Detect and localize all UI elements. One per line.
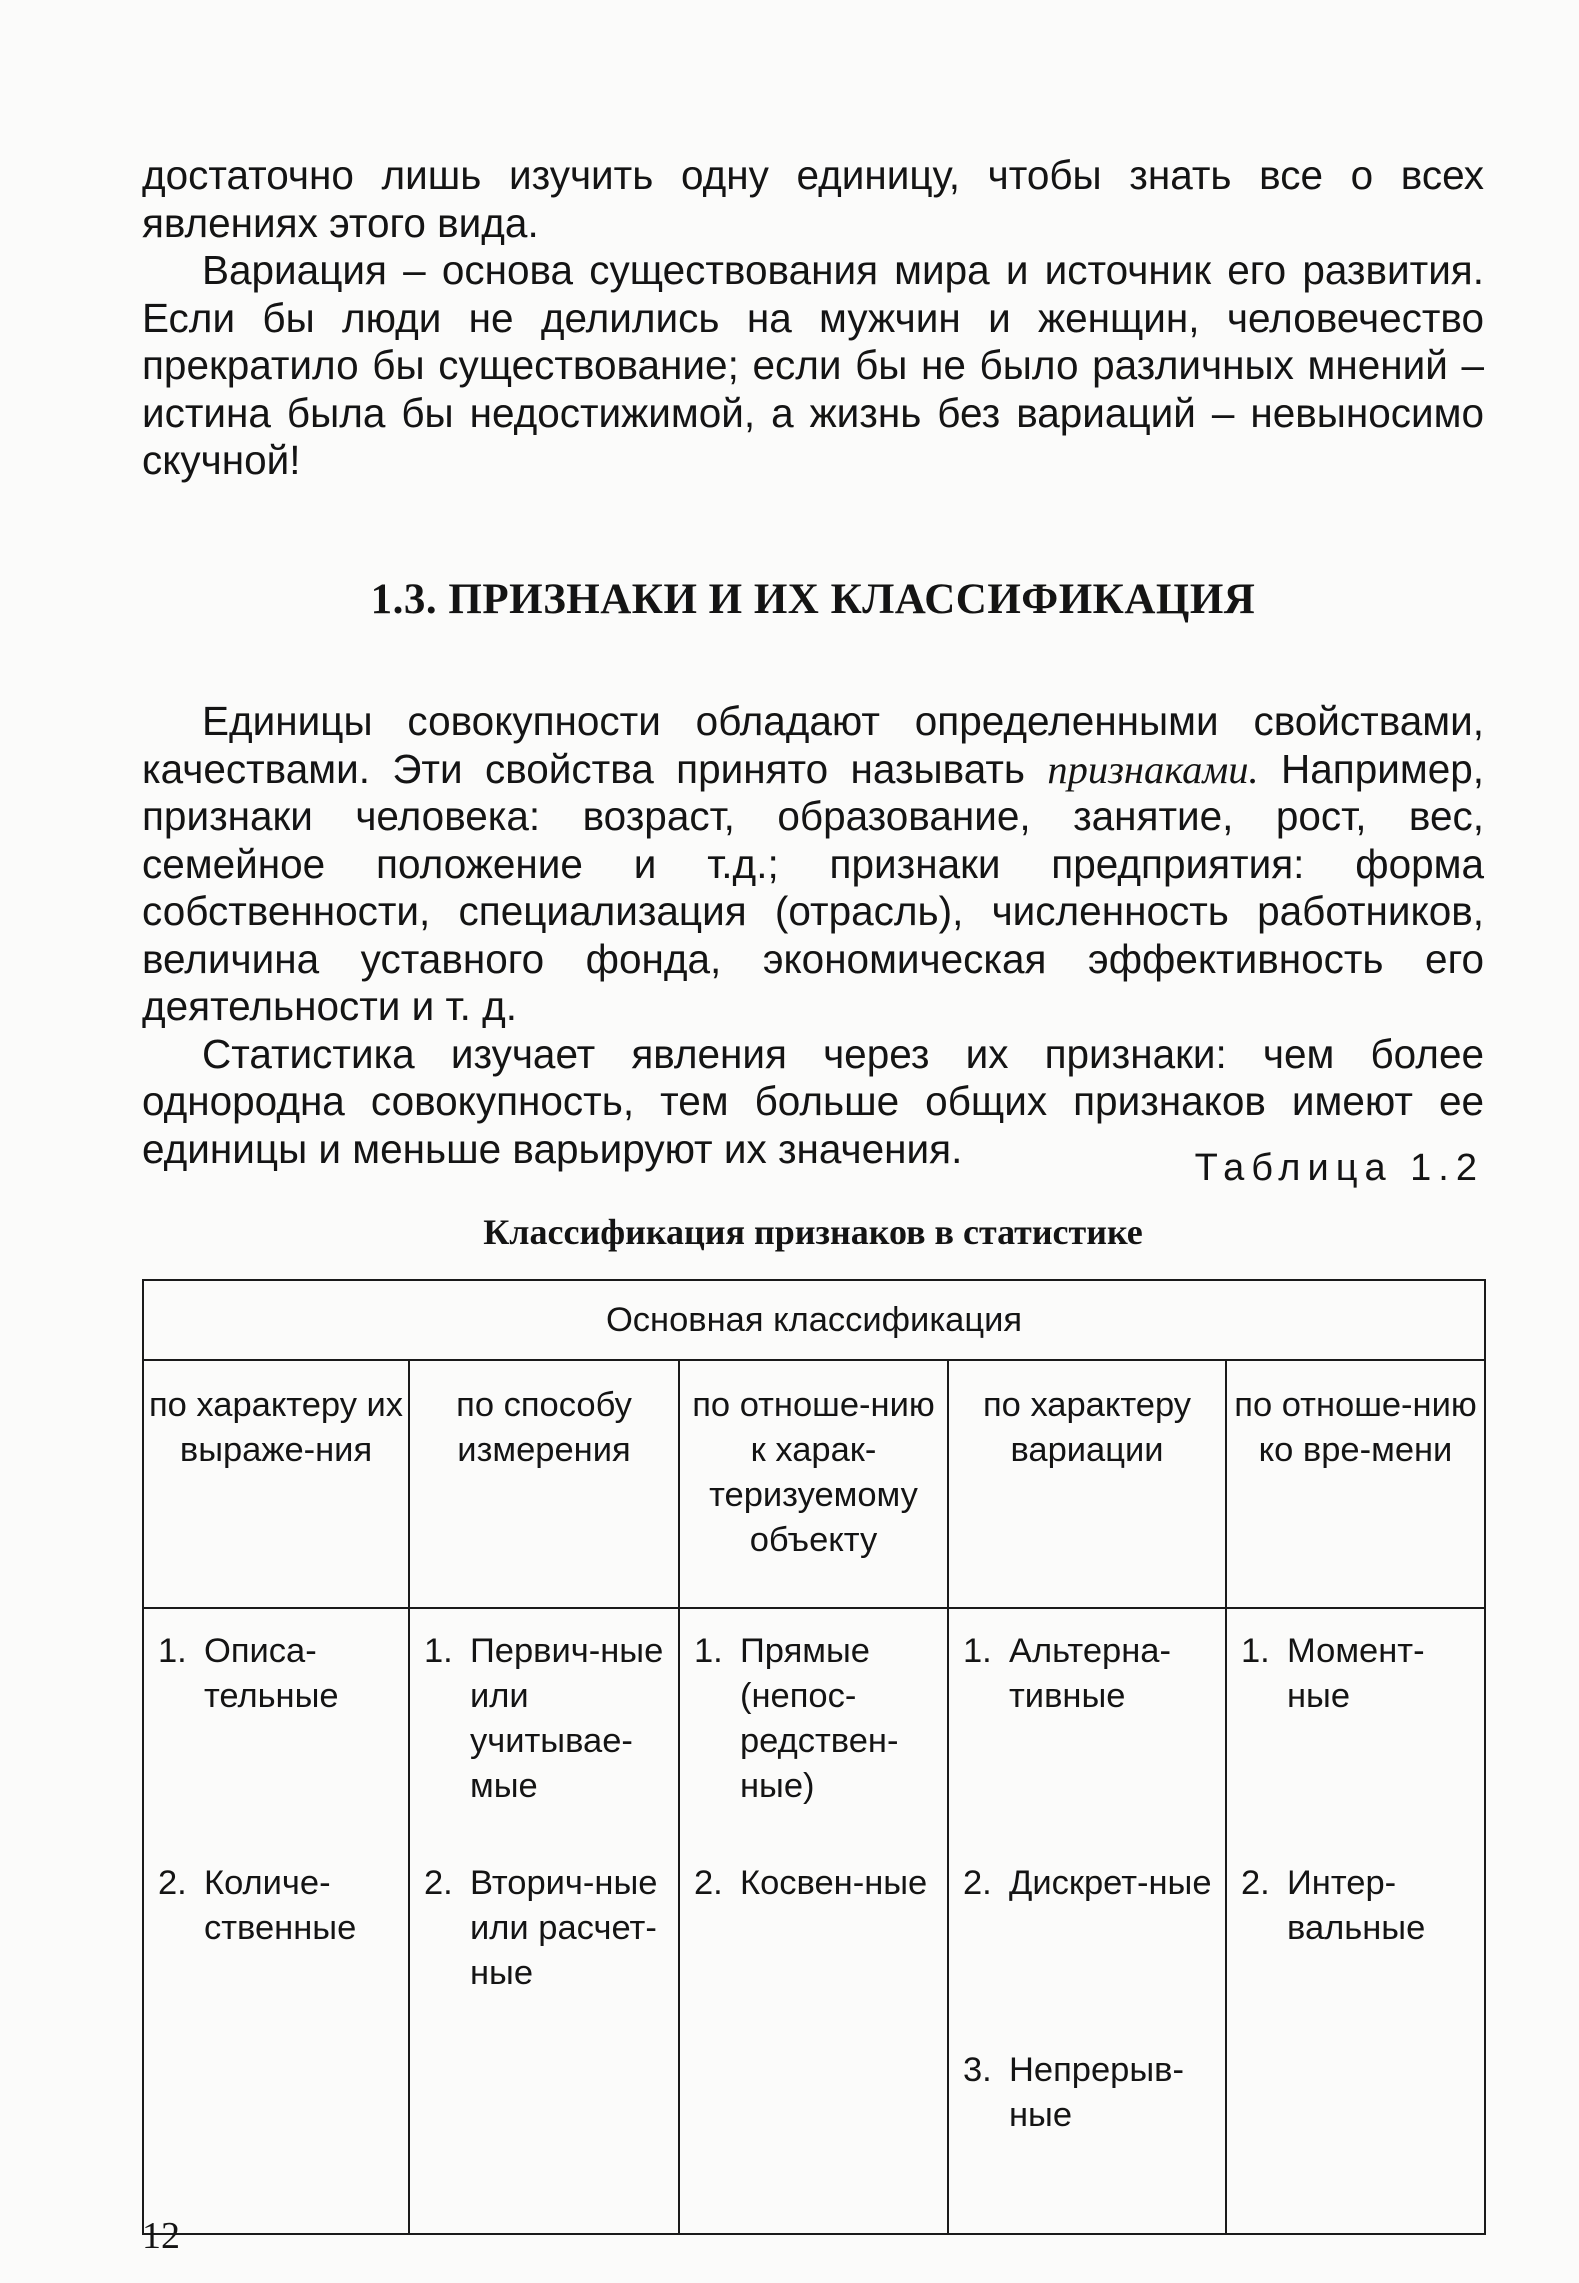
- item-text: Описа-тельные: [204, 1632, 339, 1715]
- section-heading: 1.3. ПРИЗНАКИ И ИХ КЛАССИФИКАЦИЯ: [370, 576, 1256, 623]
- list-item: [963, 1861, 1219, 1906]
- paragraph-3-before: Единицы совокупности обладают определенными свойствами, качествами. Эти свойства принято называть: [142, 698, 1484, 792]
- list-item: [963, 2048, 1219, 2138]
- item-text: Количе-ственные: [204, 1864, 357, 1947]
- paragraph-3: [142, 698, 1484, 1031]
- paragraph-4: Статистика изучает явления через их признаки: чем более однородна совокупность, тем больше общих признаков имеют ее единицы и меньше варьируют их значения.: [142, 1030, 1484, 1172]
- main-header: Основная классификация: [143, 1280, 1485, 1360]
- column-header: по отноше-нию к харак-теризуемому объекту: [679, 1360, 948, 1608]
- column-header: по способу измерения: [409, 1360, 679, 1608]
- paragraph-3-after: Например, признаки человека: возраст, образование, занятие, рост, вес, семейное положение и т.д.; признаки предприятия: форма собственности, специализация (отрасль), численность работников, величина уставного фонда, экономическая эффективность его деятельности и т. д.: [142, 745, 1485, 1029]
- item-number: 3.: [963, 2051, 992, 2089]
- column-header: по характеру вариации: [948, 1360, 1226, 1608]
- column-header: по характеру их выраже-ния: [143, 1360, 409, 1608]
- list-item: [694, 1861, 941, 1906]
- column-cell: [143, 1608, 409, 2234]
- item-text: Непрерыв-ные: [1009, 2051, 1184, 2134]
- column-cell: [409, 1608, 679, 2234]
- list-item: [694, 1629, 941, 1809]
- item-text: Прямые (непос-редствен-ные): [740, 1632, 899, 1805]
- column-cell: [1226, 1608, 1485, 2234]
- item-number: 2.: [694, 1864, 723, 1902]
- section-text: [142, 698, 1484, 1173]
- list-item: [1241, 1629, 1478, 1719]
- classification-table: [142, 1279, 1486, 2235]
- table-body-row: [143, 1608, 1485, 2234]
- list-item: [158, 1629, 402, 1719]
- paragraph-2: Вариация – основа существования мира и источник его развития. Если бы люди не делились на мужчин и женщин, человечество прекратило бы существование; если бы не было различных мнений – истина была бы недостижимой, а жизнь без вариаций – невыносимо скучной!: [142, 247, 1484, 483]
- table-subheader-row: [143, 1360, 1485, 1608]
- column-header: по отноше-нию ко вре-мени: [1226, 1360, 1485, 1608]
- table-label: Таблица 1.2: [1194, 1147, 1484, 1189]
- list-item: [158, 1861, 402, 1951]
- item-text: Момент-ные: [1287, 1632, 1425, 1715]
- item-number: 1.: [694, 1632, 723, 1670]
- item-number: 2.: [963, 1864, 992, 1902]
- list-item: [424, 1861, 672, 1996]
- item-text: Косвен-ные: [740, 1864, 928, 1902]
- list-item: [424, 1629, 672, 1809]
- list-item: [963, 1629, 1219, 1719]
- paragraph-1: достаточно лишь изучить одну единицу, чтобы знать все о всех явлениях этого вида.: [142, 152, 1484, 246]
- column-cell: [679, 1608, 948, 2234]
- item-text: Дискрет-ные: [1009, 1864, 1212, 1902]
- table-caption: Классификация признаков в статистике: [483, 1212, 1143, 1252]
- table-header-row: [143, 1280, 1485, 1360]
- paragraph-3-term: признаками.: [1047, 746, 1259, 792]
- item-number: 1.: [158, 1632, 187, 1670]
- intro-text: [142, 152, 1484, 485]
- column-cell: [948, 1608, 1226, 2234]
- list-item: [1241, 1861, 1478, 1951]
- item-text: Интер-вальные: [1287, 1864, 1426, 1947]
- item-text: Альтерна-тивные: [1009, 1632, 1171, 1715]
- item-text: Первич-ные или учитывае-мые: [470, 1632, 664, 1805]
- item-text: Вторич-ные или расчет-ные: [470, 1864, 658, 1992]
- item-number: 1.: [963, 1632, 992, 1670]
- item-number: 2.: [158, 1864, 187, 1902]
- item-number: 1.: [1241, 1632, 1270, 1670]
- item-number: 1.: [424, 1632, 453, 1670]
- page-number: 12: [142, 2215, 180, 2257]
- item-number: 2.: [424, 1864, 453, 1902]
- item-number: 2.: [1241, 1864, 1270, 1902]
